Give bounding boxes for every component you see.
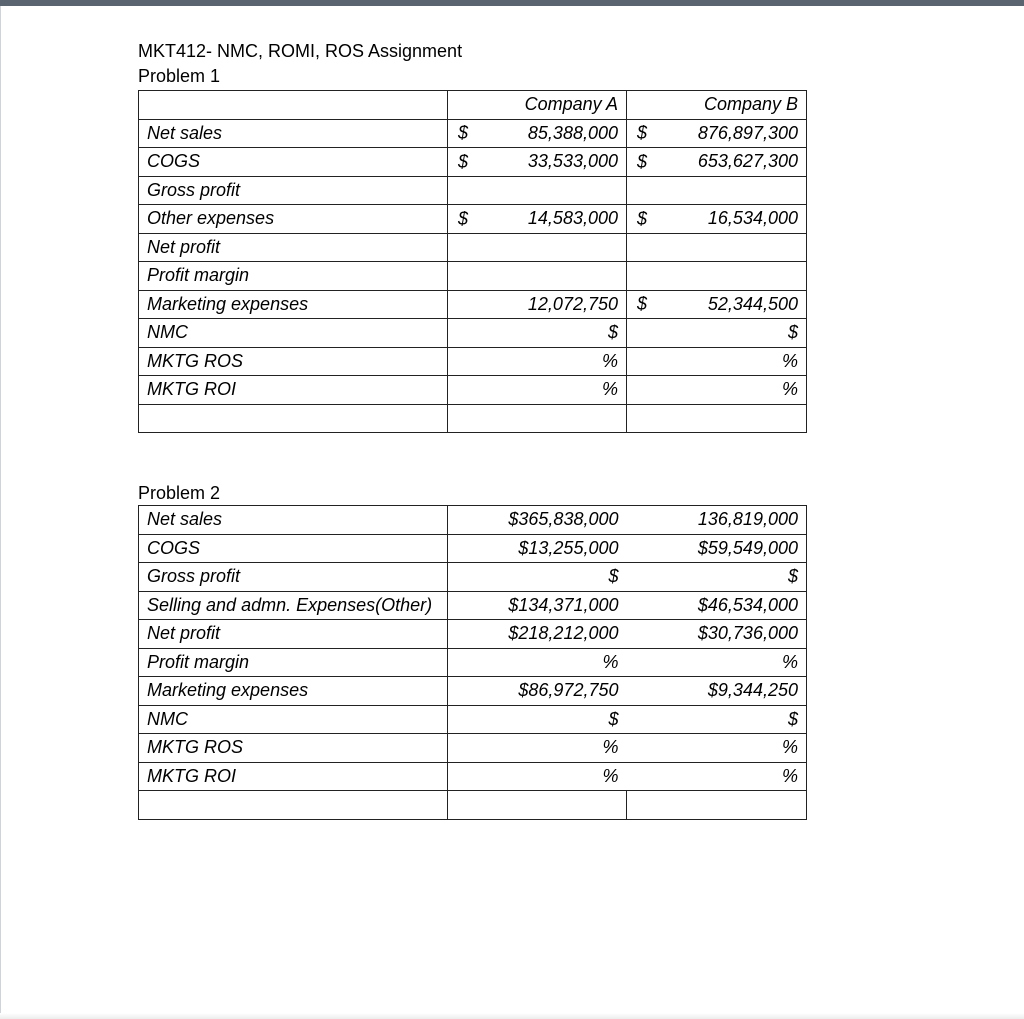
company-a-cell [448,176,627,205]
table-row [139,705,807,734]
company-b-cell [627,290,807,319]
currency-symbol: $ [458,122,469,143]
problem1-header-empty [139,91,448,120]
row-label: Marketing expenses [139,677,448,706]
company-b-cell [627,376,807,405]
table-row-empty [139,404,807,433]
empty-cell [627,791,807,820]
problem1-header-row [139,91,807,120]
cell-value: $ [787,322,798,343]
page-bottom-shade [0,1013,1024,1019]
problem2-table [138,505,807,820]
company-a-cell [448,233,627,262]
company-b-cell: % [627,734,807,763]
company-a-cell [448,290,627,319]
cell-value: % [601,379,618,400]
problem1-heading: Problem 1 [138,66,221,86]
cell-value: % [781,379,798,400]
table-row [139,534,807,563]
company-b-cell [627,205,807,234]
table-row [139,262,807,291]
window-top-bar [0,0,1024,6]
company-b-cell: % [627,648,807,677]
empty-cell [139,791,448,820]
company-a-cell: % [448,734,627,763]
empty-cell [627,404,807,433]
company-a-cell [448,319,627,348]
row-label: MKTG ROS [139,734,448,763]
company-b-cell [627,233,807,262]
company-b-cell [627,119,807,148]
table-row [139,506,807,535]
row-label: NMC [139,705,448,734]
company-a-cell: $ [448,563,627,592]
row-label: Net profit [139,233,448,262]
row-label: COGS [139,148,448,177]
table-row [139,734,807,763]
row-label: NMC [139,319,448,348]
table-row [139,148,807,177]
company-b-cell [627,148,807,177]
company-a-cell [448,119,627,148]
row-label: Gross profit [139,176,448,205]
row-label: MKTG ROS [139,347,448,376]
row-label: COGS [139,534,448,563]
table-row [139,176,807,205]
table-row [139,620,807,649]
row-label: Selling and admn. Expenses(Other) [139,591,448,620]
company-a-cell [448,205,627,234]
table-row [139,563,807,592]
currency-symbol: $ [637,208,648,229]
row-label: Net sales [139,506,448,535]
page-left-edge [0,6,1,1019]
company-a-cell: $86,972,750 [448,677,627,706]
company-a-cell [448,376,627,405]
company-a-cell: $134,371,000 [448,591,627,620]
table-row [139,762,807,791]
document-title: MKT412- NMC, ROMI, ROS Assignment [138,41,463,61]
cell-value: $ [607,322,618,343]
currency-symbol: $ [637,151,648,172]
row-label: Marketing expenses [139,290,448,319]
empty-cell [139,404,448,433]
cell-value: 12,072,750 [527,293,618,314]
row-label: MKTG ROI [139,376,448,405]
table-row [139,233,807,262]
currency-symbol: $ [637,122,648,143]
cell-value: 52,344,500 [707,293,798,314]
company-b-cell [627,262,807,291]
company-a-cell [448,347,627,376]
cell-value: 85,388,000 [527,122,618,143]
cell-value: 653,627,300 [697,151,798,172]
company-b-cell: 136,819,000 [627,506,807,535]
company-b-cell: $ [627,705,807,734]
company-b-cell [627,176,807,205]
table-row [139,648,807,677]
problem2-table-body [139,506,807,820]
cell-value: % [781,350,798,371]
company-b-cell: $9,344,250 [627,677,807,706]
company-a-cell: $218,212,000 [448,620,627,649]
company-a-cell: % [448,648,627,677]
company-a-cell: $ [448,705,627,734]
problem2-heading: Problem 2 [138,483,221,503]
company-a-header: Company A [448,91,627,120]
row-label: Net sales [139,119,448,148]
table-row-empty [139,791,807,820]
company-b-cell: $30,736,000 [627,620,807,649]
row-label: Net profit [139,620,448,649]
company-b-cell: $59,549,000 [627,534,807,563]
row-label: Other expenses [139,205,448,234]
company-a-cell [448,148,627,177]
company-b-cell [627,319,807,348]
cell-value: 33,533,000 [527,151,618,172]
problem1-table-body [139,91,807,433]
table-row [139,319,807,348]
company-b-cell: % [627,762,807,791]
company-a-cell: $13,255,000 [448,534,627,563]
company-a-cell [448,262,627,291]
company-a-cell: $365,838,000 [448,506,627,535]
cell-value: % [601,350,618,371]
empty-cell [448,404,627,433]
company-a-cell: % [448,762,627,791]
company-b-cell: $46,534,000 [627,591,807,620]
table-row [139,591,807,620]
currency-symbol: $ [458,151,469,172]
empty-cell [448,791,627,820]
company-b-cell [627,347,807,376]
table-row [139,677,807,706]
cell-value: 14,583,000 [527,208,618,229]
row-label: MKTG ROI [139,762,448,791]
company-b-cell: $ [627,563,807,592]
cell-value: 876,897,300 [697,122,798,143]
row-label: Profit margin [139,648,448,677]
cell-value: 16,534,000 [707,208,798,229]
currency-symbol: $ [458,208,469,229]
problem1-table [138,90,807,433]
table-row [139,376,807,405]
table-row [139,347,807,376]
table-row [139,119,807,148]
currency-symbol: $ [637,293,648,314]
table-row [139,205,807,234]
row-label: Profit margin [139,262,448,291]
row-label: Gross profit [139,563,448,592]
company-b-header: Company B [627,91,807,120]
table-row [139,290,807,319]
